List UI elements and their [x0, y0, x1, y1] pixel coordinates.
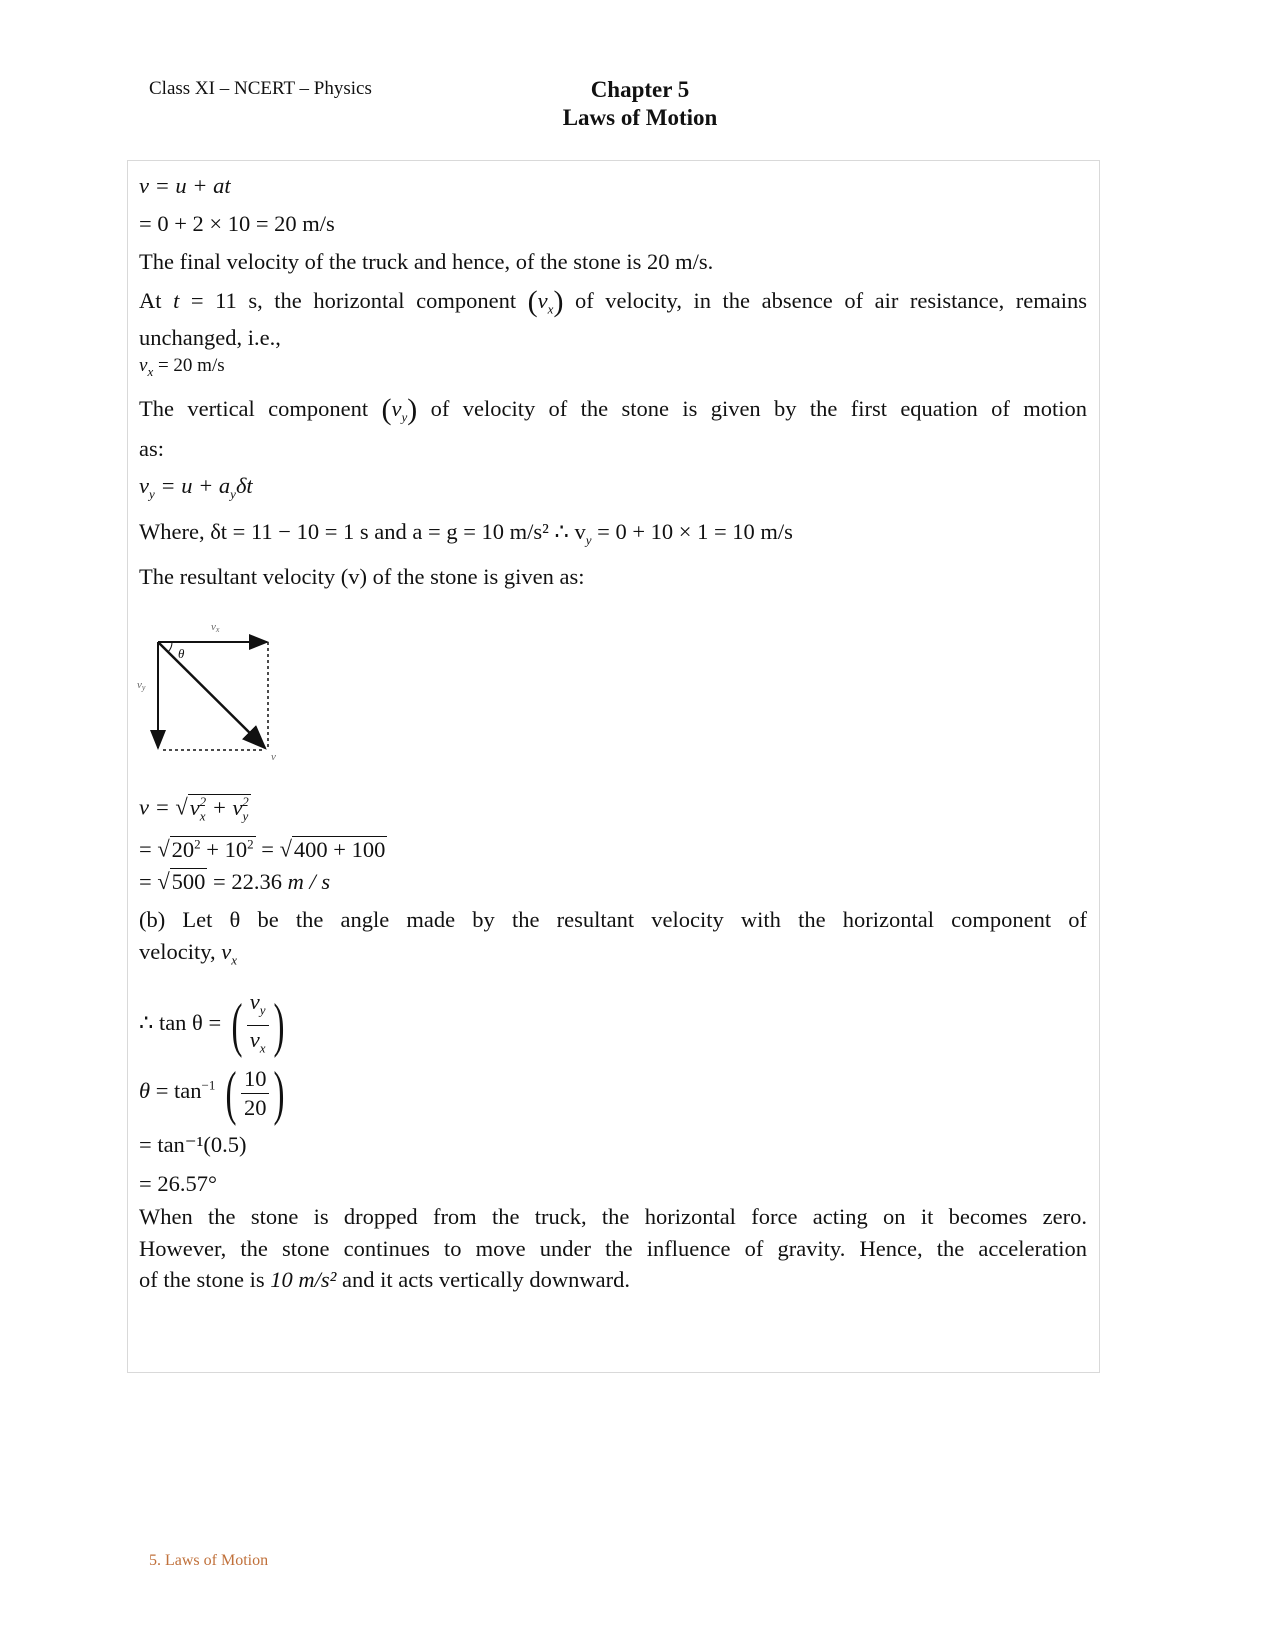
- equation-v-u-at: v = u + at: [139, 173, 231, 198]
- page-footer: 5. Laws of Motion: [149, 1552, 269, 1569]
- paragraph-vertical-component: The vertical component $(v_y)$ of velocity of the stone is given by the first equation of motion: [139, 393, 1087, 426]
- paragraph-stone-dropped-3: of the stone is 10 m/s² and it acts vertically downward.: [139, 1267, 631, 1292]
- equation-vx: $v_x = 20$ m/s: [139, 355, 225, 379]
- velocity-vector-diagram: [135, 600, 295, 760]
- paragraph-as: as:: [139, 436, 164, 461]
- paragraph-final-velocity: The final velocity of the truck and hence, of the stone is 20 m/s.: [139, 249, 714, 274]
- equation-v-value: = 0 + 2 × 10 = 20 m/s: [139, 211, 335, 236]
- equation-sqrt-values: = $√20^2 + 10^2 = √400 + 100$: [139, 836, 386, 862]
- equation-theta-result: = 26.57°: [139, 1171, 217, 1196]
- theta-arc: [168, 642, 172, 652]
- label-theta: θ: [178, 646, 185, 661]
- label-vx: vx: [211, 621, 220, 634]
- equation-arctan-half: = tan⁻¹(0.5): [139, 1132, 247, 1157]
- paragraph-resultant-velocity: The resultant velocity (v) of the stone is given as:: [139, 564, 585, 589]
- label-vy: vy: [137, 679, 146, 692]
- chapter-title: Laws of Motion: [562, 105, 718, 130]
- label-v: v: [271, 751, 276, 760]
- paragraph-let-theta: (b) Let θ be the angle made by the resultant velocity with the horizontal component of: [139, 907, 1087, 932]
- equation-tan-theta: ∴ tan θ = ( $\frac{v_y}{v_x}$ ): [139, 989, 285, 1058]
- equation-sqrt-result: = √500 = 22.36 m / s: [139, 869, 331, 894]
- paragraph-velocity-vx: velocity, $v_x$: [139, 939, 238, 968]
- resultant-arrow: [158, 642, 265, 748]
- paragraph-horizontal-component: At t = 11 s, the horizontal component $(v_x)$ of velocity, in the absence of air resistance, remains: [139, 285, 1088, 318]
- paragraph-where: Where, δt = 11 − 10 = 1 s and a = g = 10 m/s² ∴ $v_y = 0 + 10 \times 1 = 10$ m/s: [139, 519, 793, 548]
- equation-theta-arctan: $\theta = \tan^{-1}$ ( $\frac{10}{20}$ ): [139, 1060, 285, 1126]
- header-chapter: [520, 76, 760, 132]
- paragraph-unchanged: unchanged, i.e.,: [139, 325, 281, 350]
- equation-v-sqrt: $v = √v_x^2 + v_y^2$: [139, 794, 249, 823]
- chapter-number: Chapter 5: [590, 77, 690, 102]
- paragraph-stone-dropped-1: When the stone is dropped from the truck, the horizontal force acting on it becomes zero.: [139, 1204, 1087, 1229]
- header-course: Class XI – NCERT – Physics: [149, 78, 372, 99]
- equation-vy: $v_y = u + a_y\delta t$: [139, 473, 253, 502]
- paragraph-stone-dropped-2: However, the stone continues to move under the influence of gravity. Hence, the acceleration: [139, 1236, 1087, 1261]
